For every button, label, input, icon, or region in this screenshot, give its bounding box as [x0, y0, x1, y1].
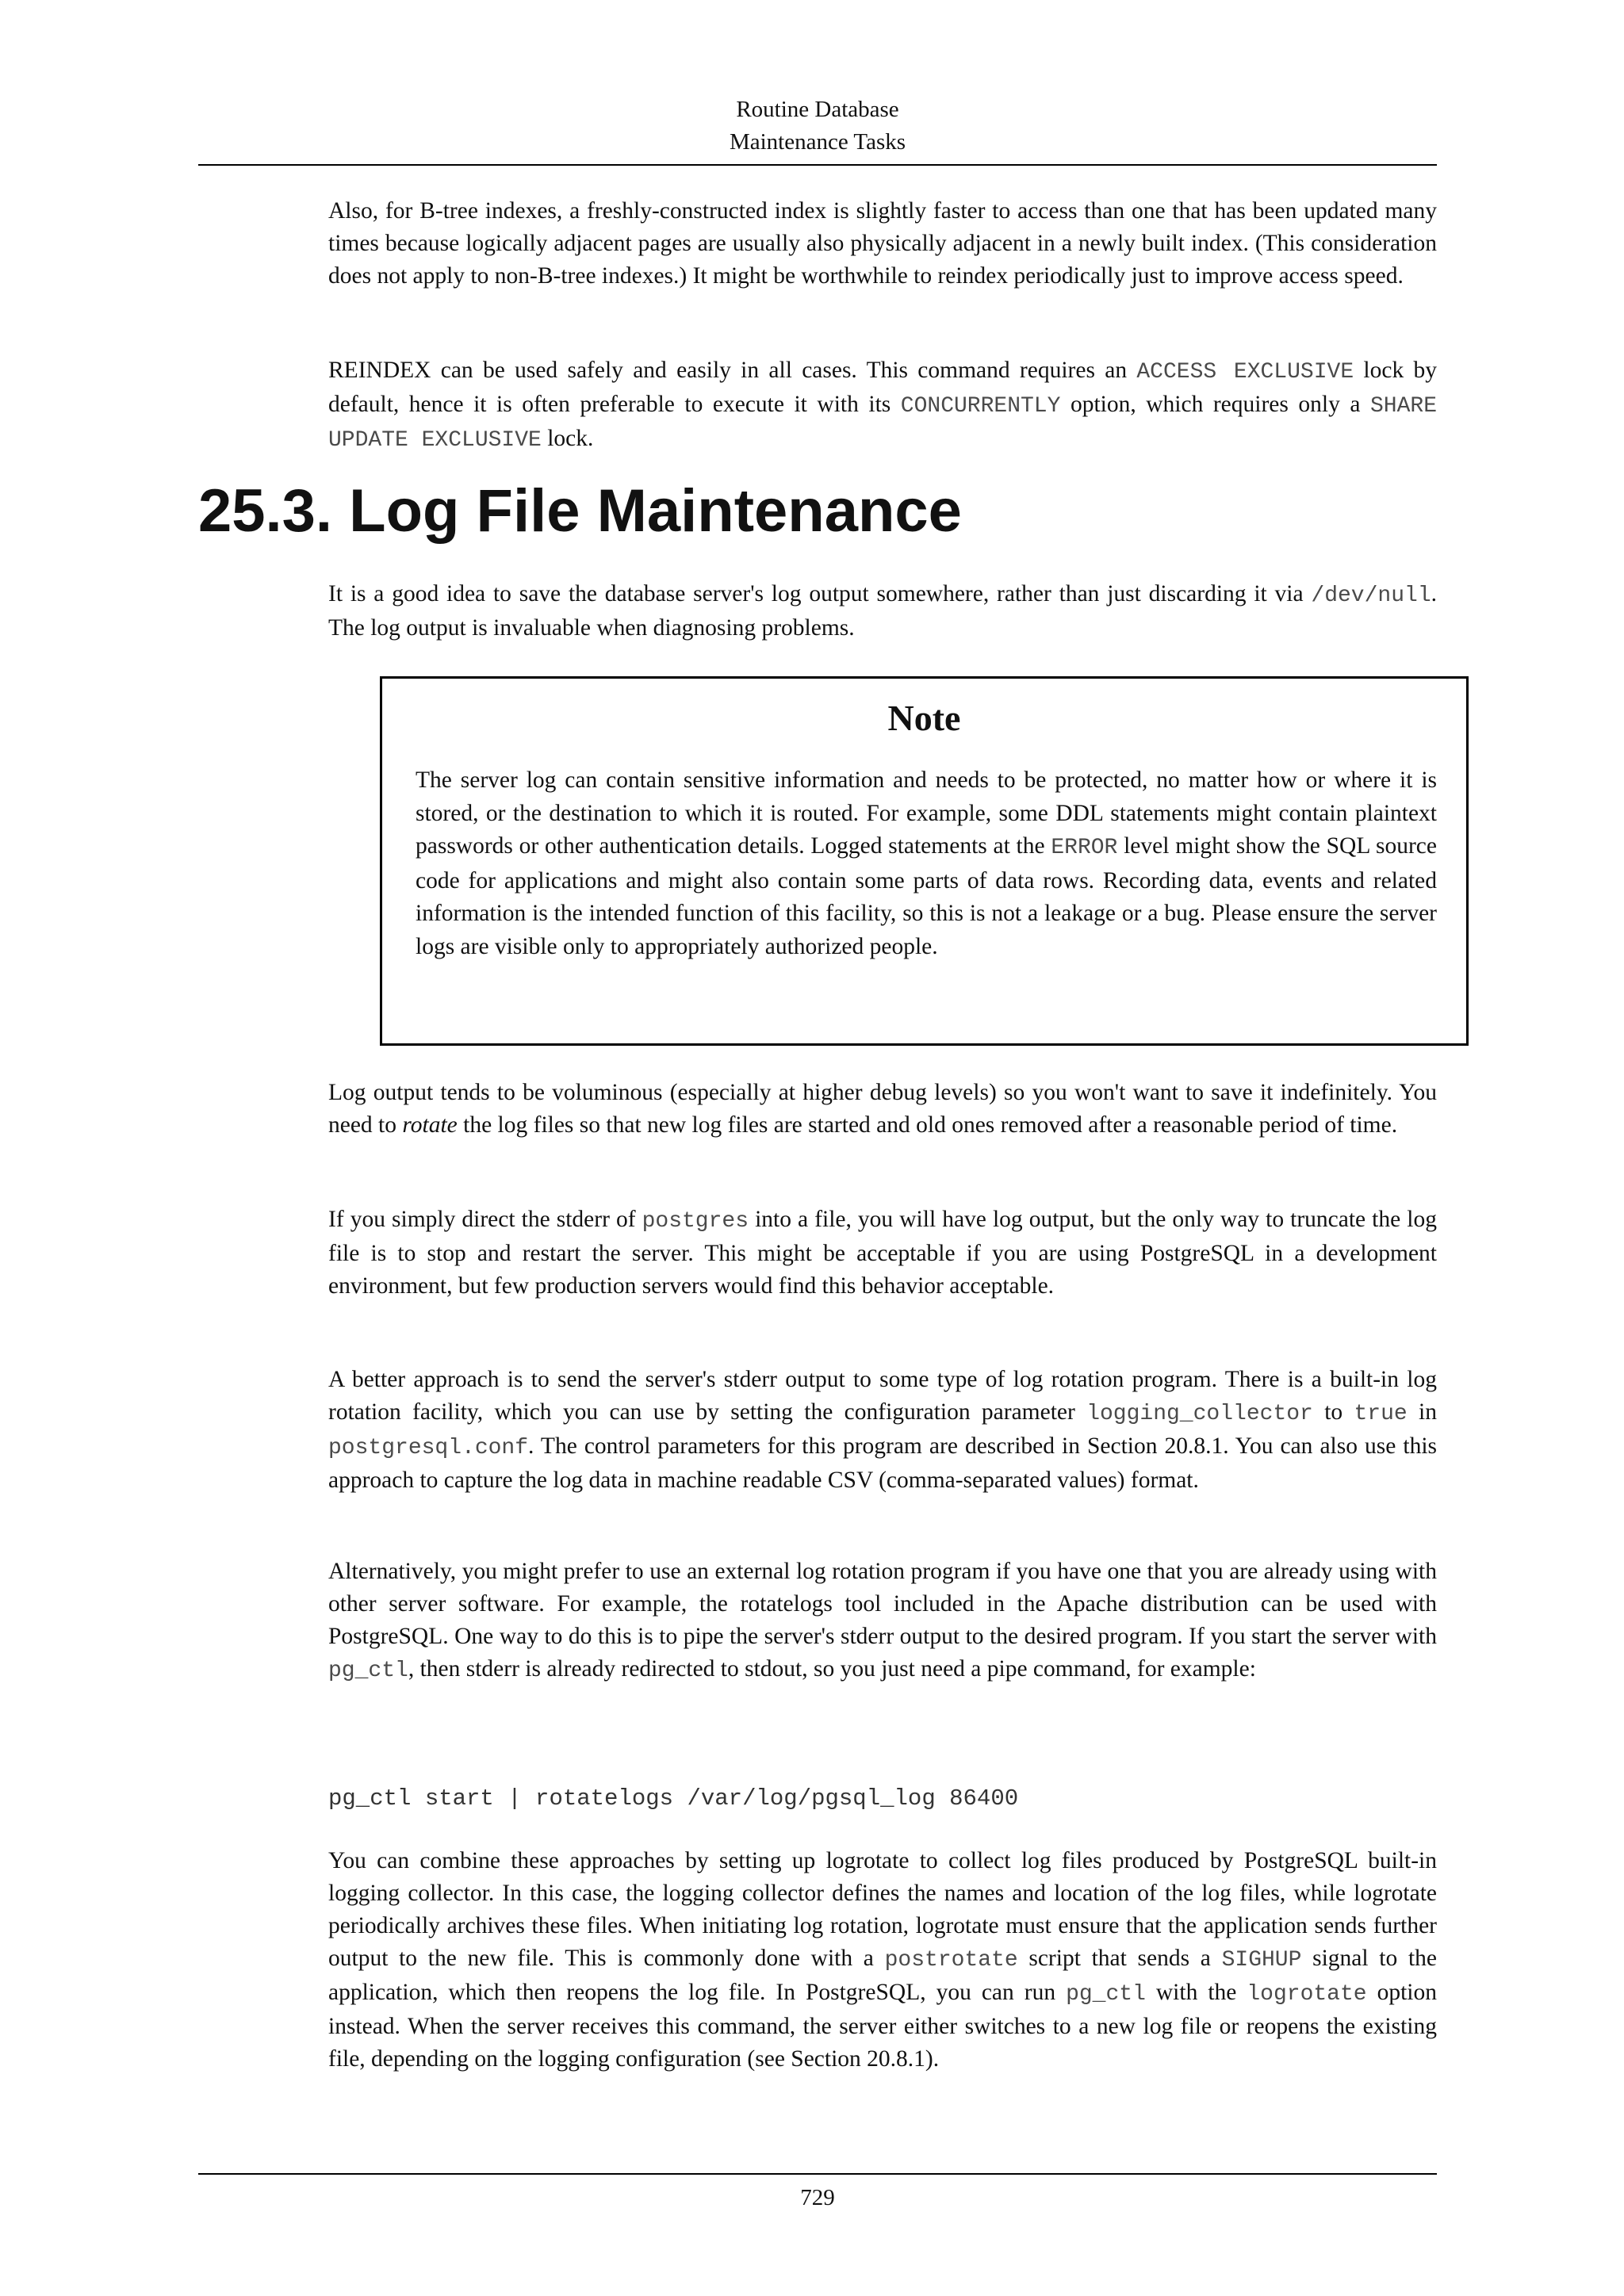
code-pg-ctl: pg_ctl — [1066, 1982, 1146, 2007]
text-run: Log output tends to be voluminous (especially at higher debug levels) so you won't want to save it indefinitely. You need to — [328, 1080, 1437, 1138]
text-run: Alternatively, you might prefer to use an external log rotation program if you have one that you are already using with other server software. For example, the rotatelogs tool included in the Apache distribution can be used with PostgreSQL. One way to do this is to pipe the server's stderr output to the desired program. If you start the server with — [328, 1559, 1437, 1649]
code-postrotate: postrotate — [884, 1948, 1018, 1973]
text-run: REINDEX can be used safely and easily in all cases. This command requires an — [328, 358, 1137, 383]
text-run: It is a good idea to save the database server's log output somewhere, rather than just discarding it via — [328, 581, 1312, 607]
text-run: to — [1312, 1399, 1354, 1425]
code-sighup: SIGHUP — [1221, 1948, 1302, 1973]
code-dev-null: /dev/null — [1311, 584, 1431, 608]
code-true: true — [1354, 1402, 1408, 1426]
code-access-exclusive: ACCESS EXCLUSIVE — [1136, 360, 1354, 385]
text-run: signal to the application, which then reopens the log file. In PostgreSQL, you can run — [328, 1946, 1437, 2005]
running-header — [198, 94, 1437, 159]
paragraph-better-approach — [328, 1364, 1437, 1497]
text-run: . The control parameters for this program are described in Section 20.8.1. You can also use this approach to capture the log data in machine readable CSV (comma-separated values) format. — [328, 1433, 1437, 1493]
code-postgres: postgres — [642, 1209, 749, 1234]
paragraph-voluminous — [328, 1077, 1437, 1142]
text-run: option instead. When the server receives this command, the server either switches to a new log file or reopens the existing file, depending on the logging configuration (see Section 20.8.1). — [328, 1980, 1437, 2072]
code-pg-ctl: pg_ctl — [328, 1659, 408, 1683]
text-run: lock by default, hence it is often preferable to execute it with its — [328, 358, 1437, 417]
text-run: into a file, you will have log output, but the only way to truncate the log file is to stop and restart the server. This might be acceptable if you are using PostgreSQL in a development environment, but few production servers would find this behavior acceptable. — [328, 1207, 1437, 1299]
section-title: 25.3. Log File Maintenance — [198, 477, 962, 545]
text-run: . The log output is invaluable when diagnosing problems. — [328, 581, 1437, 641]
code-share-update-exclusive: SHARE UPDATE EXCLUSIVE — [328, 394, 1437, 453]
running-header-line2: Maintenance Tasks — [729, 129, 906, 155]
code-error: ERROR — [1051, 836, 1118, 860]
emphasis-rotate: rotate — [402, 1112, 458, 1138]
paragraph-alternative — [328, 1556, 1437, 1687]
code-logrotate: logrotate — [1247, 1982, 1367, 2007]
paragraph-combine — [328, 1845, 1437, 2076]
code-postgresql-conf: postgresql.conf — [328, 1436, 529, 1460]
text-run: level might show the SQL source code for applications and might also contain some parts of data rows. Recording data, events and related information is the intended function of this facility, so this is not a leakage or a bug. Please ensure the server logs are visible only to appropriately authorized people. — [416, 833, 1437, 959]
code-concurrently: CONCURRENTLY — [900, 394, 1061, 419]
page-number: 729 — [800, 2185, 835, 2210]
paragraph-btree-text: Also, for B-tree indexes, a freshly-constructed index is slightly faster to access than one that has been updated many times because logically adjacent pages are usually also physically adjacent in a newly built index. (This consideration does not apply to non-B-tree indexes.) It might be worthwhile to reindex periodically just to improve access speed. — [328, 198, 1437, 289]
text-run: script that sends a — [1017, 1946, 1222, 1971]
text-run: the log files so that new log files are started and old ones removed after a reasonable period of time. — [457, 1112, 1398, 1138]
text-run: You can combine these approaches by setting up logrotate to collect log files produced by PostgreSQL built-in logging collector. In this case, the logging collector defines the names and location of the log files, while logrotate periodically archives these files. When initiating log rotation, logrotate must ensure that the application sends further output to the new file. This is commonly done with a — [328, 1848, 1437, 1971]
note-title: Note — [887, 698, 961, 738]
note-text — [416, 764, 1437, 963]
text-run: option, which requires only a — [1060, 392, 1370, 417]
paragraph-stderr — [328, 1203, 1437, 1303]
text-run: If you simply direct the stderr of — [328, 1207, 642, 1232]
paragraph-btree — [328, 195, 1437, 293]
text-run: The server log can contain sensitive information and needs to be protected, no matter how or where it is stored, or the destination to which it is routed. For example, some DDL statements might contain plaintext passwords or other authentication details. Logged statements at the — [416, 767, 1437, 859]
running-header-line1: Routine Database — [736, 97, 899, 122]
code-example: pg_ctl start | rotatelogs /var/log/pgsql_log 86400 — [328, 1785, 1019, 1812]
footer-rule — [198, 2173, 1437, 2175]
header-rule — [198, 164, 1437, 166]
text-run: A better approach is to send the server's stderr output to some type of log rotation program. There is a built-in log rotation facility, which you can use by setting the configuration parameter — [328, 1367, 1437, 1425]
text-run: lock. — [541, 426, 594, 451]
text-run: , then stderr is already redirected to stdout, so you just need a pipe command, for example: — [408, 1656, 1256, 1682]
paragraph-intro — [328, 578, 1437, 645]
text-run: in — [1407, 1399, 1437, 1425]
paragraph-reindex — [328, 354, 1437, 457]
code-logging-collector: logging_collector — [1086, 1402, 1313, 1426]
text-run: with the — [1145, 1980, 1247, 2005]
note-box — [380, 676, 1469, 1046]
